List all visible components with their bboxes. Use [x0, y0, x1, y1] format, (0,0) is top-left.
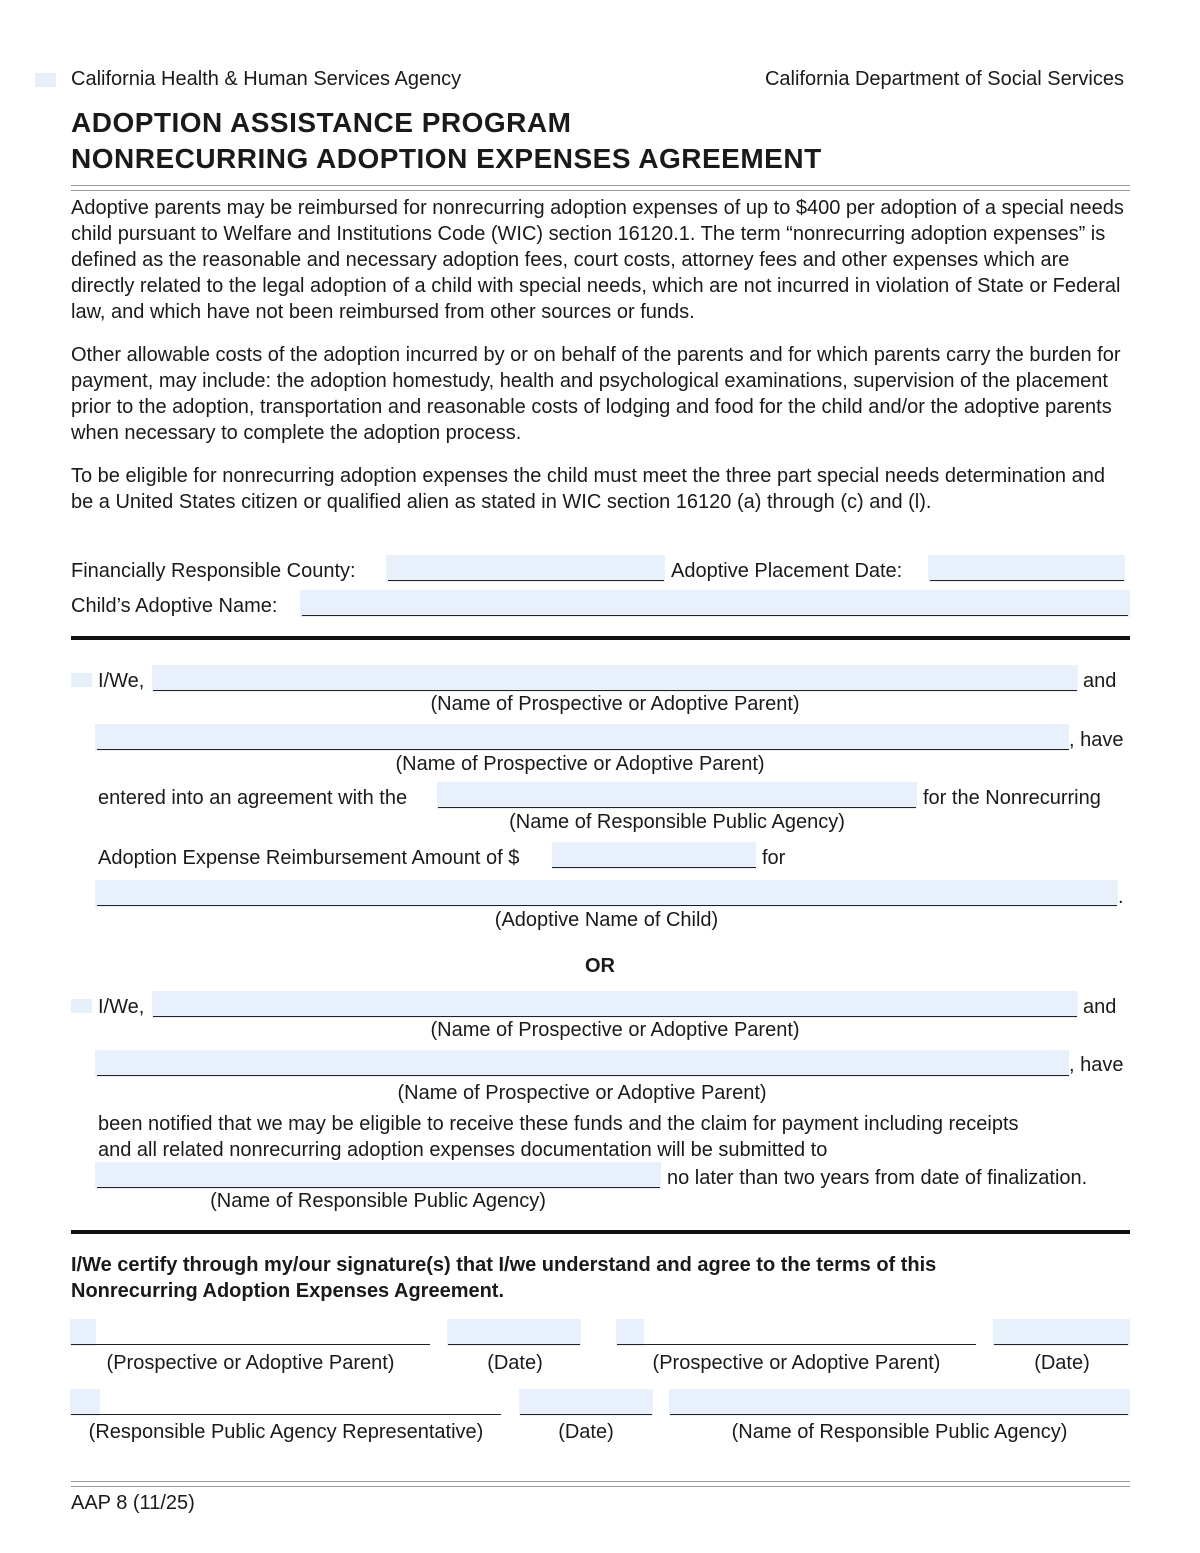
- sign-rep-line: [71, 1414, 501, 1415]
- option-a-for-nonrecurring: for the Nonrecurring: [923, 787, 1101, 809]
- sign-parent2-line: [617, 1344, 976, 1345]
- option-b-iwe: I/We,: [98, 996, 145, 1018]
- sign-agency-input[interactable]: [669, 1389, 1130, 1416]
- option-a-child-input[interactable]: [95, 880, 1118, 907]
- option-a-agency-underline: [438, 807, 916, 808]
- option-b-parent1-caption: (Name of Prospective or Adoptive Parent): [430, 1019, 800, 1041]
- option-b-parent2-underline: [97, 1075, 1069, 1076]
- footer-divider: [71, 1481, 1130, 1487]
- option-a-iwe: I/We,: [98, 670, 145, 692]
- child-name-underline: [302, 615, 1128, 616]
- option-b-notified-line2: and all related nonrecurring adoption expenses documentation will be submitted to: [98, 1139, 828, 1161]
- option-a-have: , have: [1069, 729, 1124, 751]
- sign-date1-input[interactable]: [447, 1319, 581, 1346]
- option-a-child-caption: (Adoptive Name of Child): [494, 909, 719, 931]
- option-a-agency-caption: (Name of Responsible Public Agency): [509, 811, 845, 833]
- sign-date3-caption: (Date): [558, 1421, 614, 1443]
- or-label: OR: [585, 955, 615, 977]
- option-a-parent2-underline: [97, 749, 1069, 750]
- option-a-and: and: [1083, 670, 1117, 692]
- county-label: Financially Responsible County:: [71, 560, 356, 582]
- option-b-parent1-input[interactable]: [152, 991, 1078, 1018]
- sign-parent2-box[interactable]: [616, 1319, 644, 1346]
- option-a-child-underline: [97, 905, 1117, 906]
- option-b-have: , have: [1069, 1054, 1124, 1076]
- option-a-entered-text: entered into an agreement with the: [98, 787, 408, 809]
- intro-paragraph-2: Other allowable costs of the adoption incurred by or on behalf of the parents and for which parents carry the burden for payment, may include: the adoption homestudy, health and psychological examinations, supervision of the placement prior to the adoption, transportation and reasonable costs of lodging and food for the child and/or the adoptive parents when necessary to complete the adoption process.: [71, 344, 1121, 444]
- sign-agency-caption: (Name of Responsible Public Agency): [731, 1421, 1068, 1443]
- section-divider-1: [71, 636, 1130, 640]
- county-underline: [388, 580, 664, 581]
- sign-rep-caption: (Responsible Public Agency Representative): [88, 1421, 484, 1443]
- option-a-parent2-caption: (Name of Prospective or Adoptive Parent): [395, 753, 765, 775]
- option-b-and: and: [1083, 996, 1117, 1018]
- option-a-for-text: for: [762, 847, 786, 869]
- sign-parent1-box[interactable]: [70, 1319, 96, 1346]
- placement-date-underline: [930, 580, 1124, 581]
- option-a-checkbox[interactable]: [71, 673, 92, 687]
- form-id: AAP 8 (11/25): [71, 1492, 195, 1514]
- sign-rep-box[interactable]: [70, 1389, 100, 1416]
- option-a-parent1-input[interactable]: [152, 665, 1078, 692]
- option-a-parent1-caption: (Name of Prospective or Adoptive Parent): [430, 693, 800, 715]
- placement-date-label: Adoptive Placement Date:: [671, 560, 903, 582]
- sign-parent2-caption: (Prospective or Adoptive Parent): [652, 1352, 941, 1374]
- sign-date2-caption: (Date): [1034, 1352, 1090, 1374]
- sign-date3-input[interactable]: [519, 1389, 653, 1416]
- option-b-parent2-input[interactable]: [95, 1050, 1069, 1077]
- option-b-no-later: no later than two years from date of finalization.: [667, 1167, 1088, 1189]
- option-b-agency-underline: [97, 1187, 660, 1188]
- title-divider: [71, 185, 1130, 191]
- option-a-parent2-input[interactable]: [95, 724, 1069, 751]
- option-b-checkbox[interactable]: [71, 999, 92, 1013]
- intro-paragraph-3: To be eligible for nonrecurring adoption expenses the child must meet the three part special needs determination and be a United States citizen or qualified alien as stated in WIC section 16120 (a) through (c) and (l).: [71, 465, 1105, 513]
- form-title-line1: ADOPTION ASSISTANCE PROGRAM: [71, 107, 572, 138]
- option-a-amount-input[interactable]: [552, 842, 756, 869]
- child-name-input[interactable]: [300, 590, 1130, 617]
- option-a-period: .: [1118, 886, 1124, 908]
- sign-date1-line: [448, 1344, 580, 1345]
- sign-date2-line: [994, 1344, 1128, 1345]
- certify-line1: I/We certify through my/our signature(s) that I/we understand and agree to the terms of this: [71, 1254, 937, 1276]
- sign-parent1-line: [71, 1344, 430, 1345]
- placement-date-input[interactable]: [928, 555, 1125, 582]
- agency-right: California Department of Social Services: [764, 68, 1124, 90]
- section-divider-2: [71, 1230, 1130, 1234]
- sign-date2-input[interactable]: [993, 1319, 1130, 1346]
- option-b-notified-line1: been notified that we may be eligible to receive these funds and the claim for payment including receipts: [98, 1113, 1019, 1135]
- sign-date3-line: [520, 1414, 652, 1415]
- sign-parent1-caption: (Prospective or Adoptive Parent): [106, 1352, 395, 1374]
- certify-line2: Nonrecurring Adoption Expenses Agreement.: [71, 1280, 505, 1302]
- option-b-agency-input[interactable]: [95, 1162, 661, 1189]
- option-a-amount-underline: [552, 867, 756, 868]
- option-b-parent1-underline: [153, 1016, 1077, 1017]
- agency-left: California Health & Human Services Agency: [71, 68, 462, 90]
- child-name-label: Child’s Adoptive Name:: [71, 595, 278, 617]
- option-a-parent1-underline: [153, 690, 1077, 691]
- sign-date1-caption: (Date): [487, 1352, 543, 1374]
- form-title-line2: NONRECURRING ADOPTION EXPENSES AGREEMENT: [71, 143, 822, 174]
- intro-paragraph-1: Adoptive parents may be reimbursed for nonrecurring adoption expenses of up to $400 per adoption of a special needs child pursuant to Welfare and Institutions Code (WIC) section 16120.1. The term “nonrecurring adoption expenses” is defined as the reasonable and necessary adoption fees, court costs, attorney fees and other expenses which are directly related to the legal adoption of a child with special needs, which are not incurred in violation of State or Federal law, and which have not been reimbursed from other sources or funds.: [71, 197, 1124, 323]
- option-b-agency-caption: (Name of Responsible Public Agency): [210, 1190, 546, 1212]
- option-a-amount-text: Adoption Expense Reimbursement Amount of $: [98, 847, 520, 869]
- header-checkbox[interactable]: [35, 73, 56, 87]
- option-a-agency-input[interactable]: [437, 782, 917, 809]
- option-b-parent2-caption: (Name of Prospective or Adoptive Parent): [397, 1082, 767, 1104]
- sign-agency-line: [670, 1414, 1128, 1415]
- county-input[interactable]: [386, 555, 665, 582]
